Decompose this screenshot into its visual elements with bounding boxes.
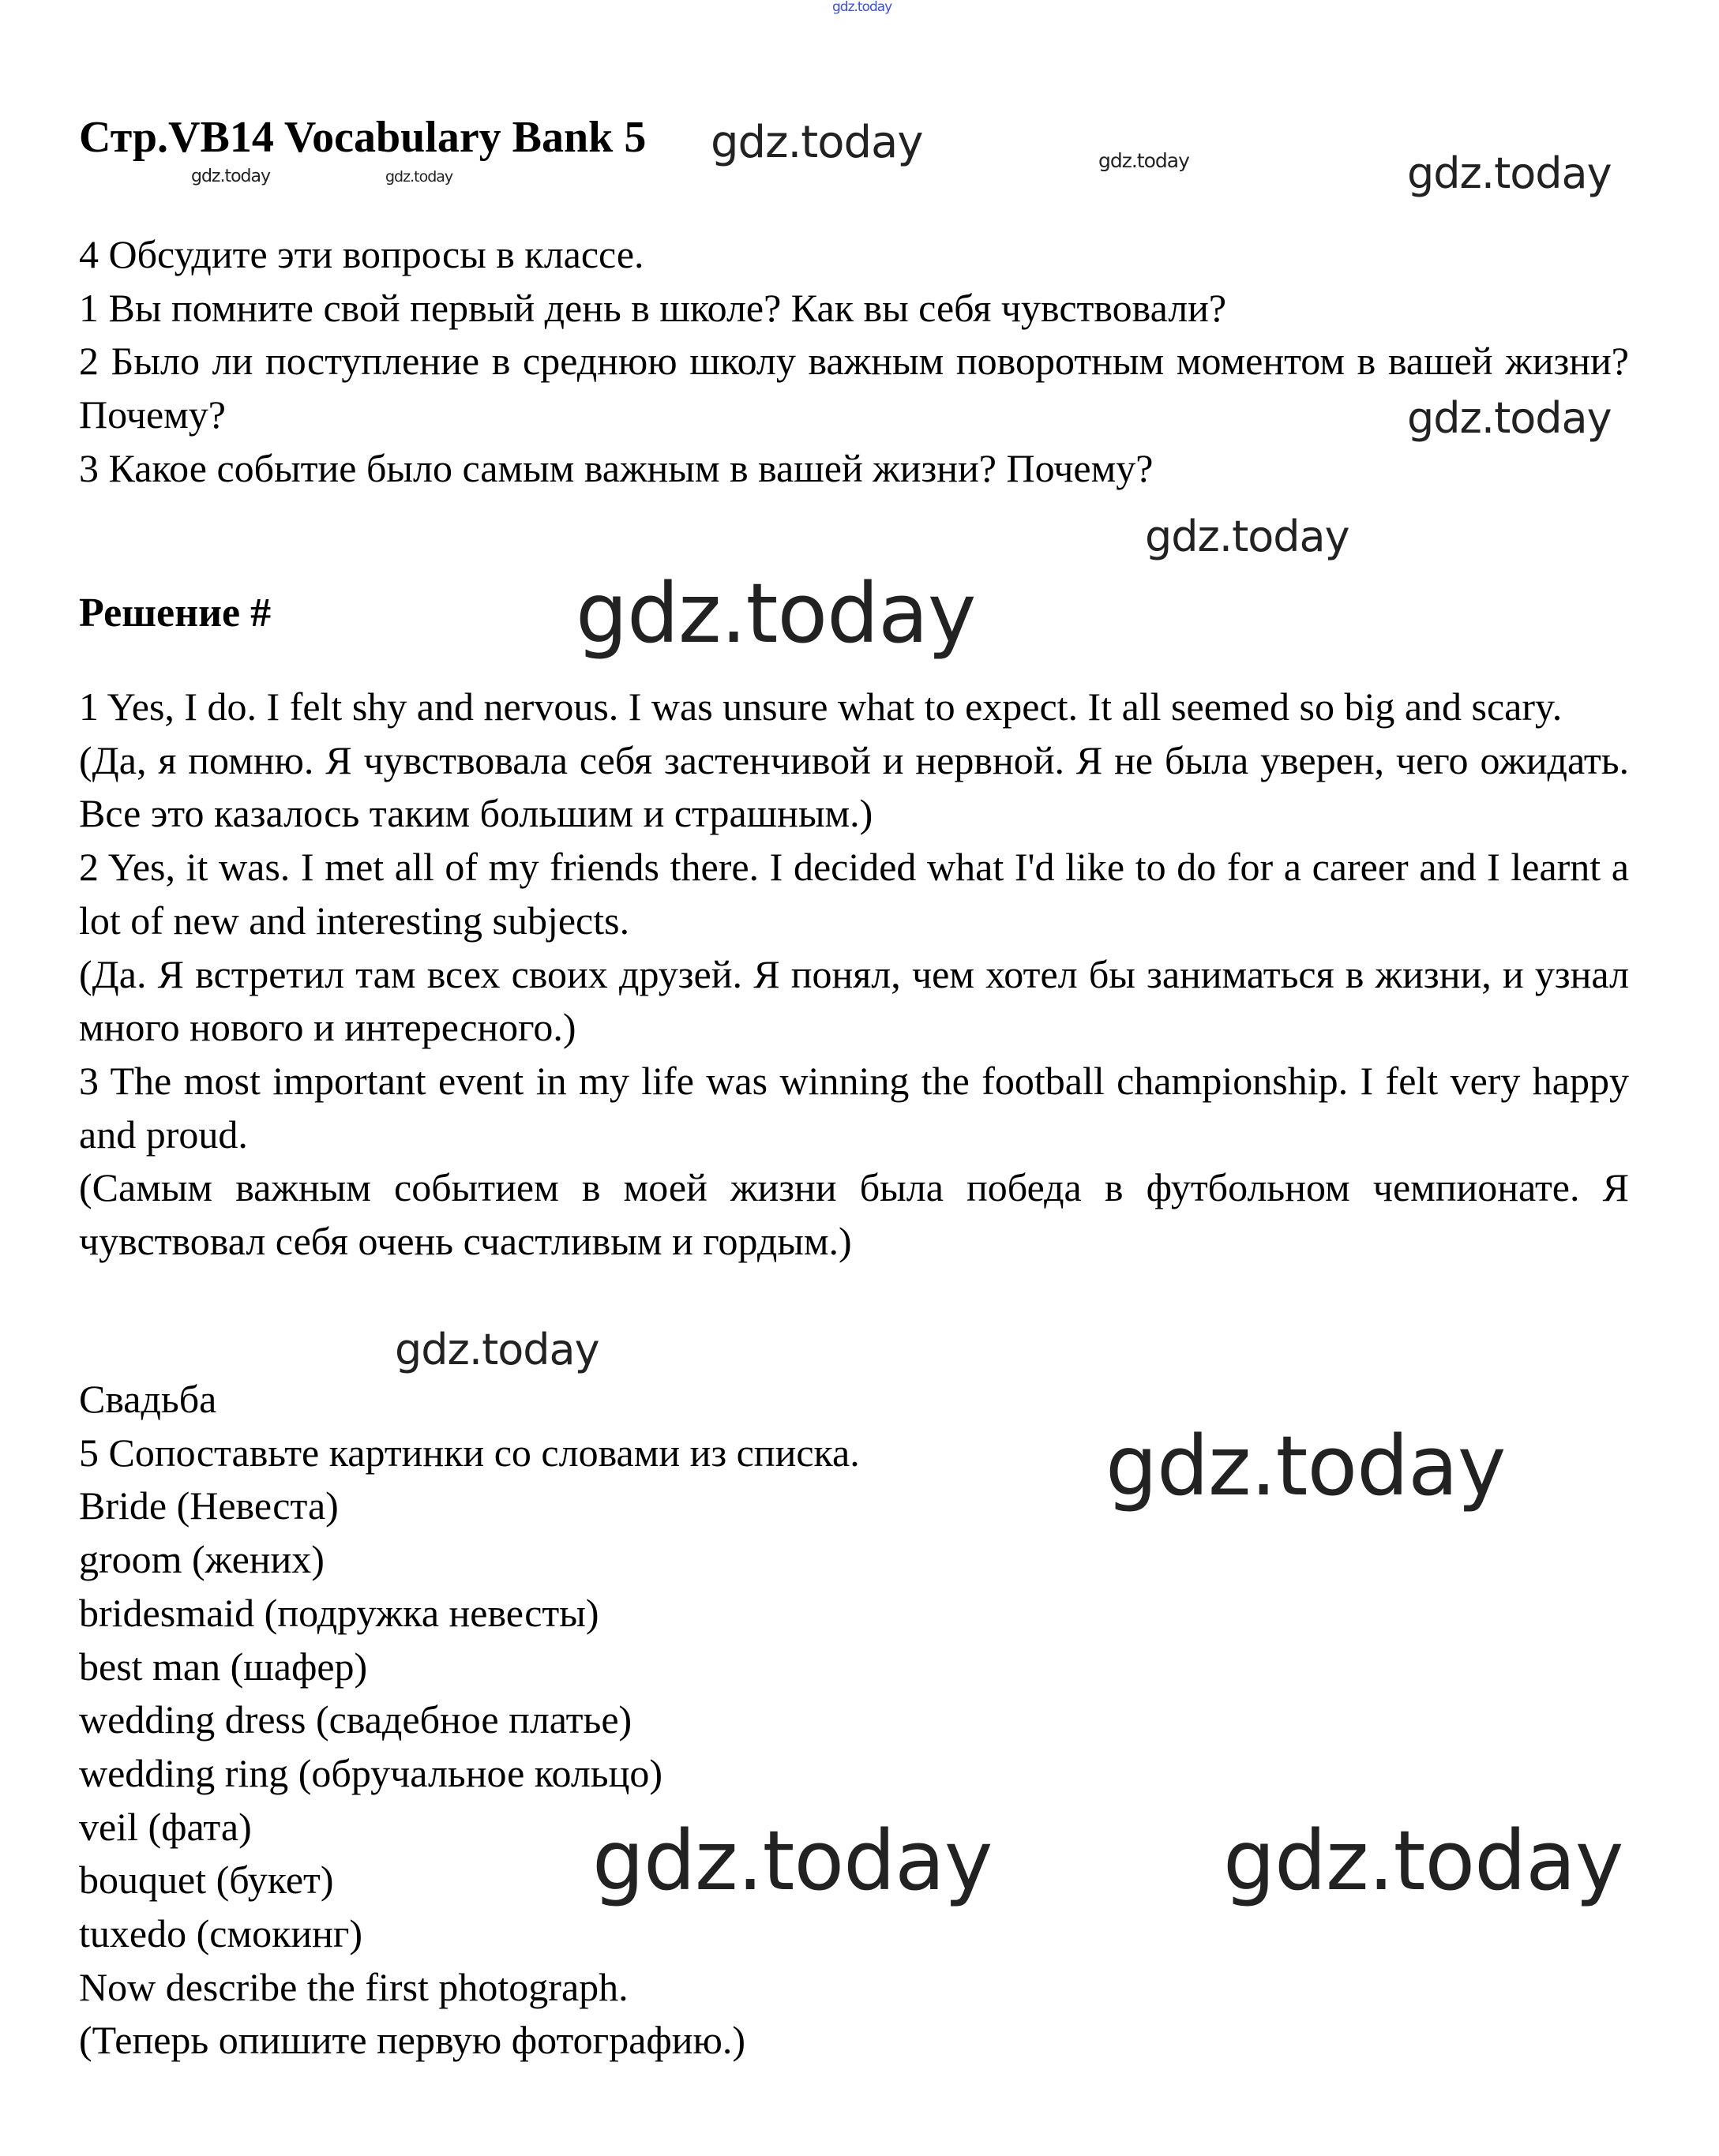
wedding-line: tuxedo (смокинг) (79, 1911, 363, 1956)
wedding-line: best man (шафер) (79, 1644, 368, 1689)
watermark: gdz.today (1407, 393, 1612, 443)
answer-line: (Да. Я встретил там всех своих друзей. Я понял, чем хотел бы заниматься в жизни, и узнал много нового и интересного.) (79, 951, 1629, 1050)
task4-line: 4 Обсудите эти вопросы в классе. (79, 232, 644, 276)
wedding-line: bridesmaid (подружка невесты) (79, 1590, 599, 1635)
task4-line: 2 Было ли поступление в среднюю школу важным поворотным моментом в вашей жизни? Почему? (79, 339, 1629, 437)
page-title: Стр.VB14 Vocabulary Bank 5 (79, 113, 647, 162)
solution-heading: Решение # (79, 591, 272, 636)
wedding-line: Bride (Невеста) (79, 1483, 339, 1528)
answer-line: 2 Yes, it was. I met all of my friends there. I decided what I'd like to do for a career and I learnt a lot of new and interesting subjects. (79, 845, 1629, 943)
task4-block (79, 228, 1629, 496)
watermark: gdz.today (385, 168, 453, 186)
watermark: gdz.today (1145, 512, 1349, 561)
watermark: gdz.today (1105, 1418, 1506, 1514)
watermark: gdz.today (1407, 148, 1612, 198)
answer-line: 1 Yes, I do. I felt shy and nervous. I was unsure what to expect. It all seemed so big and scary. (79, 684, 1563, 729)
watermark: gdz.today (1223, 1813, 1623, 1909)
watermark: gdz.today (395, 1325, 599, 1374)
wedding-line: Now describe the first photograph. (79, 1964, 629, 2009)
wedding-line: veil (фата) (79, 1804, 252, 1849)
wedding-block (79, 1373, 1629, 2068)
task4-line: 3 Какое событие было самым важным в вашей жизни? Почему? (79, 445, 1154, 490)
watermark: gdz.today (592, 1813, 993, 1909)
wedding-line: Свадьба (79, 1377, 217, 1421)
wedding-line: bouquet (букет) (79, 1858, 334, 1903)
wedding-line: groom (жених) (79, 1537, 325, 1582)
watermark: gdz.today (1098, 149, 1189, 172)
watermark: gdz.today (576, 565, 976, 662)
answer-line: (Да, я помню. Я чувствовала себя застенчивой и нервной. Я не была уверен, чего ожидать. Все это казалось таким большим и страшным.) (79, 737, 1629, 836)
task4-line: 1 Вы помните свой первый день в школе? Как вы себя чувствовали? (79, 285, 1227, 330)
answers-block (79, 681, 1629, 1269)
answer-line: 3 The most important event in my life was winning the football championship. I felt very happy and proud. (79, 1058, 1629, 1157)
watermark-top: gdz.today (832, 0, 892, 15)
wedding-line: (Теперь опишите первую фотографию.) (79, 2018, 746, 2063)
answer-line: (Самым важным событием в моей жизни была победа в футбольном чемпионате. Я чувствовал себя очень счастливым и гордым.) (79, 1165, 1629, 1264)
wedding-line: 5 Сопоставьте картинки со словами из списка. (79, 1430, 860, 1475)
watermark: gdz.today (191, 167, 271, 186)
watermark: gdz.today (711, 117, 923, 168)
wedding-line: wedding dress (свадебное платье) (79, 1697, 632, 1742)
wedding-line: wedding ring (обручальное кольцо) (79, 1750, 663, 1795)
